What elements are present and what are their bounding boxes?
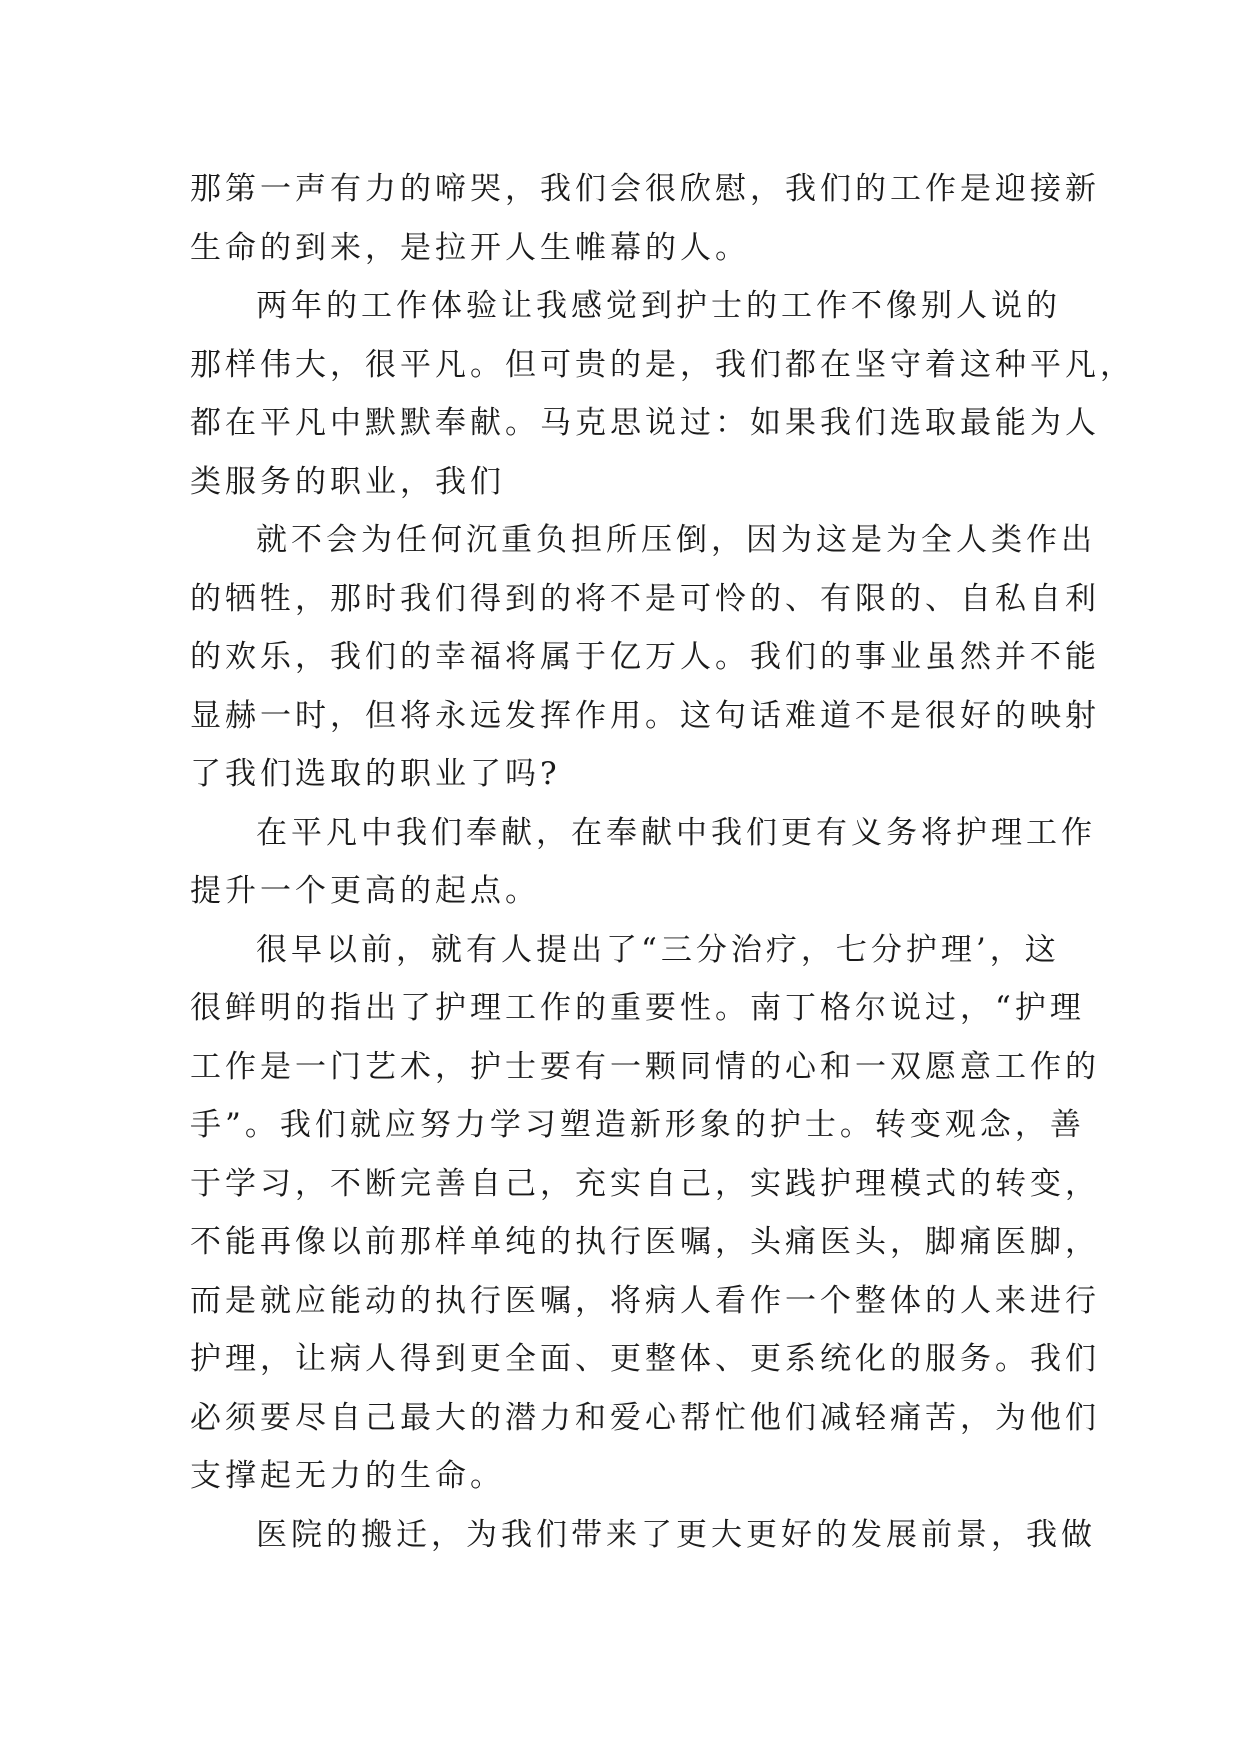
text-line: 的牺牲，那时我们得到的将不是可怜的、有限的、自私自利 [190,580,1100,617]
paragraph [190,921,1100,1506]
text-line: 就不会为任何沉重负担所压倒，因为这是为全人类作出 [256,522,1096,558]
text-line: 在平凡中我们奉献，在奉献中我们更有义务将护理工作 [256,814,1096,851]
text-line: 了我们选取的职业了吗? [190,756,561,792]
text-line: 支撑起无力的生命。 [190,1458,505,1494]
text-line: 于学习，不断完善自己，充实自己，实践护理模式的转变， [190,1165,1100,1202]
paragraph [190,1506,1096,1565]
text-line: 必须要尽自己最大的潜力和爱心帮忙他们减轻痛苦，为他们 [190,1399,1100,1436]
paragraph [190,277,1135,511]
text-line: 手”。我们就应努力学习塑造新形象的护士。转变观念，善 [190,1107,1085,1143]
text-line: 工作是一门艺术，护士要有一颗同情的心和一双愿意工作的 [190,1048,1100,1085]
text-line: 两年的工作体验让我感觉到护士的工作不像别人说的 [256,288,1061,324]
text-line: 提升一个更高的起点。 [190,873,540,909]
paragraph [190,804,1096,921]
text-line: 类服务的职业，我们 [190,463,505,500]
text-line: 不能再像以前那样单纯的执行医嘱，头痛医头，脚痛医脚， [190,1224,1100,1260]
text-line: 很鲜明的指出了护理工作的重要性。南丁格尔说过，“护理 [190,990,1085,1026]
text-line: 而是就应能动的执行医嘱，将病人看作一个整体的人来进行 [190,1282,1100,1319]
text-line: 生命的到来，是拉开人生帷幕的人。 [190,229,750,266]
text-line: 的欢乐，我们的幸福将属于亿万人。我们的事业虽然并不能 [190,639,1100,675]
text-line: 那样伟大，很平凡。但可贵的是，我们都在坚守着这种平凡， [190,346,1135,383]
text-line: 很早以前，就有人提出了“三分治疗，七分护理’，这 [256,931,1060,968]
paragraph [190,511,1100,804]
paragraph [190,160,1100,277]
document-body [190,160,1135,1564]
text-line: 护理，让病人得到更全面、更整体、更系统化的服务。我们 [190,1341,1100,1377]
text-line: 那第一声有力的啼哭，我们会很欣慰，我们的工作是迎接新 [190,171,1100,207]
text-line: 都在平凡中默默奉献。马克思说过：如果我们选取最能为人 [190,405,1100,441]
text-line: 医院的搬迁，为我们带来了更大更好的发展前景，我做 [256,1516,1096,1553]
text-line: 显赫一时，但将永远发挥作用。这句话难道不是很好的映射 [190,697,1100,734]
